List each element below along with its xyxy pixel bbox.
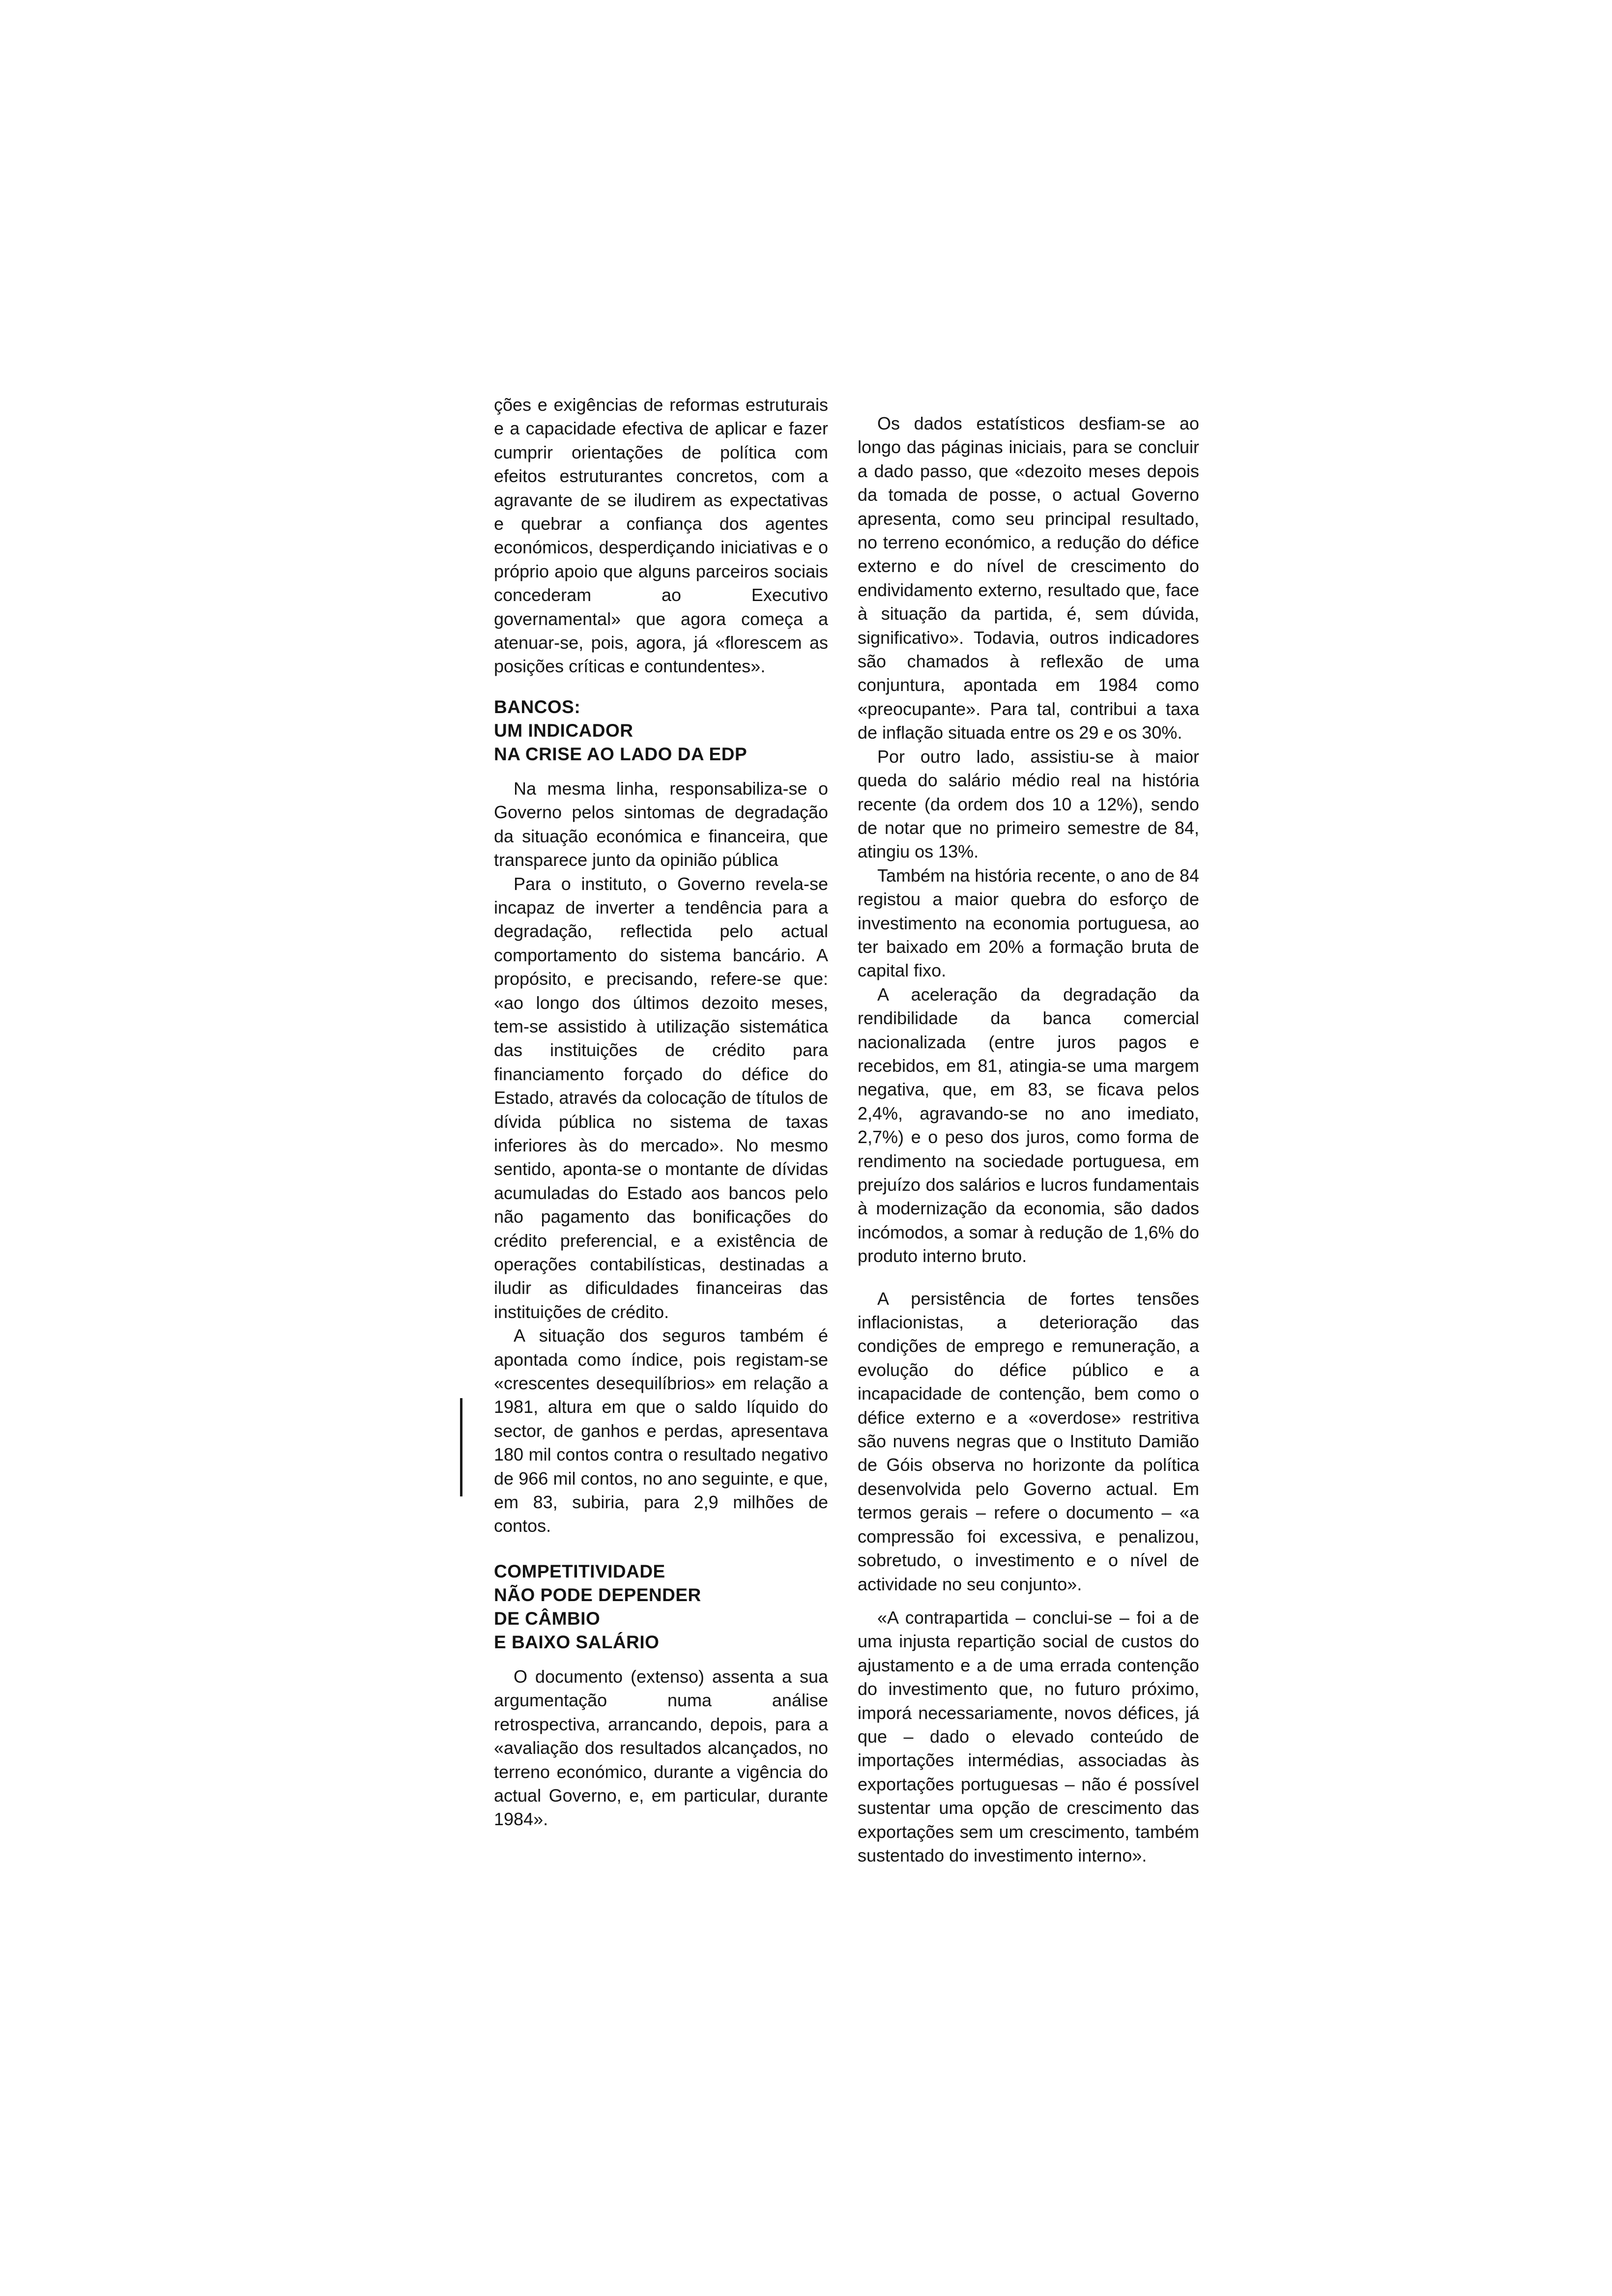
body-paragraph: A aceleração da degradação da rendibilidade da banca comercial nacionalizada (entre juros pagos e recebidos, em 81, atingia-se uma margem negativa, que, em 83, se ficava pelos 2,4%, agravando-se no ano imediato, 2,7%) e o peso dos juros, como forma de rendimento na sociedade portuguesa, em prejuízo dos salários e lucros fundamentais à modernização da economia, são dados incómodos, a somar à redução de 1,6% do produto interno bruto. [858, 984, 1199, 1266]
body-paragraph: Por outro lado, assistiu-se à maior queda do salário médio real na história recente (da ordem dos 10 a 12%), sendo de notar que no primeiro semestre de 84, atingiu os 13%. [858, 746, 1199, 862]
body-paragraph: Os dados estatísticos desfiam-se ao longo das páginas iniciais, para se concluir a dado passo, que «dezoito meses depois da tomada de posse, o actual Governo apresenta, como seu principal resultado, no terreno económico, a redução do défice externo e do nível de crescimento do endividamento externo, resultado que, face à situação da partida, é, sem dúvida, significativo». Todavia, outros indicadores são chamados à reflexão de uma conjuntura, apontada em 1984 como «preocupante». Para tal, contribui a taxa de inflação situada entre os 29 e os 30%. [858, 413, 1199, 743]
margin-line-mark [460, 1398, 462, 1496]
section-heading-competitividade [494, 1560, 828, 1654]
heading-line: E BAIXO SALÁRIO [494, 1632, 660, 1652]
article-column-left [494, 393, 828, 1832]
body-paragraph: Na mesma linha, responsabiliza-se o Governo pelos sintomas de degradação da situação económica e financeira, que transparece junto da opinião pública [494, 778, 828, 870]
heading-line: BANCOS: [494, 696, 581, 717]
intro-paragraph: ções e exigências de reformas estruturais e a capacidade efectiva de aplicar e fazer cumprir orientações de política com efeitos estruturantes concretos, com a agravante de se iludirem as expectativas e quebrar a confiança dos agentes económicos, desperdiçando iniciativas e o próprio apoio que alguns parceiros sociais concederam ao Executivo governamental» que agora começa a atenuar-se, pois, agora, já «florescem as posições críticas e contundentes». [494, 395, 828, 677]
heading-line: UM INDICADOR [494, 720, 633, 741]
body-paragraph: A persistência de fortes tensões inflacionistas, a deterioração das condições de emprego e remuneração, a evolução do défice público e a incapacidade de contenção, bem como o défice externo e a «overdose» restritiva são nuvens negras que o Instituto Damião de Góis observa no horizonte da política desenvolvida pelo Governo actual. Em termos gerais – refere o documento – «a compressão foi excessiva, e penalizou, sobretudo, o investimento e o nível de actividade no seu conjunto». [858, 1288, 1199, 1594]
heading-line: COMPETITIVIDADE [494, 1561, 665, 1581]
body-paragraph: O documento (extenso) assenta a sua argumentação numa análise retrospectiva, arrancando, depois, para a «avaliação dos resultados alcançados, no terreno económico, durante a vigência do actual Governo, e, em particular, durante 1984». [494, 1666, 828, 1830]
heading-line: DE CÂMBIO [494, 1608, 601, 1629]
body-paragraph: «A contrapartida – conclui-se – foi a de uma injusta repartição social de custos do ajustamento e a de uma errada contenção do investimento que, no futuro próximo, imporá necessariamente, novos défices, já que – dado o elevado conteúdo de importações intermédias, associadas às exportações portuguesas – não é possível sustentar uma opção de crescimento das exportações sem um crescimento, também sustentado do investimento interno». [858, 1607, 1199, 1866]
heading-line: NÃO PODE DEPENDER [494, 1584, 701, 1605]
body-paragraph: A situação dos seguros também é apontada como índice, pois registam-se «crescentes desequilíbrios» em relação a 1981, altura em que o saldo líquido do sector, de ganhos e perdas, apresentava 180 mil contos contra o resultado negativo de 966 mil contos, no ano seguinte, e que, em 83, subiria, para 2,9 milhões de contos. [494, 1325, 828, 1536]
section-heading-bancos [494, 695, 828, 766]
heading-line: NA CRISE AO LADO DA EDP [494, 744, 748, 764]
body-paragraph: Para o instituto, o Governo revela-se incapaz de inverter a tendência para a degradação, reflectida pelo actual comportamento do sistema bancário. A propósito, e precisando, refere-se que: «ao longo dos últimos dezoito meses, tem-se assistido à utilização sistemática das instituições de crédito para financiamento forçado do défice do Estado, através da colocação de títulos de dívida pública no sistema de taxas inferiores às do mercado». No mesmo sentido, aponta-se o montante de dívidas acumuladas do Estado aos bancos pelo não pagamento das bonificações do crédito preferencial, e a existência de operações contabilísticas, destinadas a iludir as dificuldades financeiras das instituições de crédito. [494, 873, 828, 1322]
article-column-right [858, 412, 1199, 1867]
body-paragraph: Também na história recente, o ano de 84 registou a maior quebra do esforço de investimento na economia portuguesa, ao ter baixado em 20% a formação bruta de capital fixo. [858, 865, 1199, 981]
